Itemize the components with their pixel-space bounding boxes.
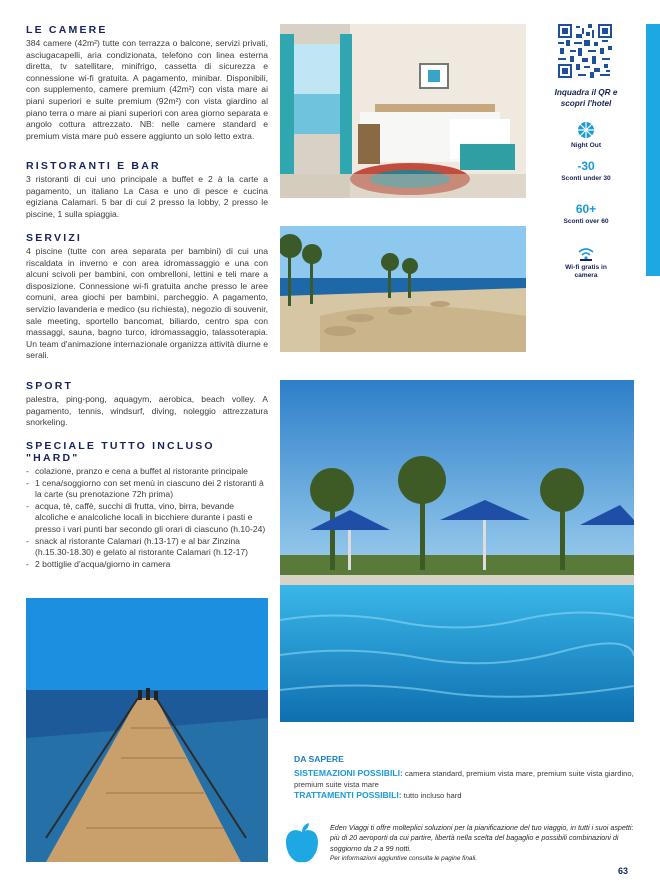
- room-photo: [280, 24, 526, 198]
- section-title: SPECIALE TUTTO INCLUSO "HARD": [26, 440, 215, 464]
- wifi-icon: [577, 246, 595, 262]
- badge-label: Sconti over 60: [563, 218, 609, 225]
- badge-label: Wi-fi gratis in camera: [565, 264, 607, 279]
- night-out-icon: [576, 120, 596, 140]
- page-number: 63: [618, 866, 629, 876]
- trattamenti-value: tutto incluso hard: [403, 791, 462, 800]
- sistemazioni-line: [294, 768, 638, 790]
- list-item: - 2 bottiglie d'acqua/giorno in camera: [26, 559, 268, 571]
- section-incluso: [26, 440, 268, 570]
- section-sport: [26, 380, 268, 429]
- pier-photo: [26, 598, 268, 862]
- section-ristoranti: [26, 160, 268, 220]
- badge-wifi: [556, 246, 616, 279]
- sistemazioni-value: camera standard, premium vista mare, premium suite vista giardino, premium suite vista mare: [294, 769, 634, 789]
- sidebar-tab: [646, 24, 660, 276]
- badge-under-30: [556, 160, 616, 183]
- section-text: 3 ristoranti di cui uno principale a buffet e 2 à la carte a pagamento, un italiano La Casa e uno di pesce e cucina egiziana Calamari. 5 bar di cui 2 presso la lobby, 2 presso le piscine, 1 sulla spiaggia.: [26, 174, 268, 219]
- qr-code[interactable]: [558, 24, 612, 78]
- section-camere: [26, 24, 268, 142]
- list-item: - 1 cena/soggiorno con set menù in ciascuno dei 2 ristoranti à la carte (su prenotazione 72h prima): [26, 478, 268, 501]
- eden-info: [330, 823, 638, 865]
- section-text: 4 piscine (tutte con area separata per bambini) di cui una riscaldata in inverno e con area idromassaggio e una con alcuni scivoli per bambini, con ombrelloni, lettini e teli mare a disposizione. Connessione wi-fi gratuita anche presso le aree comuni, area giochi per bambini, parcheggio. A pagamento, servizio lavanderia e medico (su richiesta), negozio di souvenir, sale meeting, sportello bancomat, biliardo, centro spa con massaggi, sauna, bagno turco, idromassaggio, talassoterapia. Un team d'animazione internazionale organizza attività diurne e serali.: [26, 246, 268, 361]
- badge-label: Night Out: [570, 142, 602, 149]
- apple-logo-icon: [282, 822, 322, 866]
- section-text: 384 camere (42m²) tutte con terrazza o balcone, servizi privati, asciugacapelli, aria condizionata, telefono con linea esterna diretta, tv satellitare, minifrigo, cassetta di sicurezza e connessione wi-fi gratuita. A pagamento, minibar. Disponibili, con supplemento, camere premium (42m²) con vista mare ai piani superiori e suite premium (92m²) con vista giardino al piano terra o mare ai piani superiori con area giorno separata e angolo cottura attrezzato. NB: nelle camere standard e premium vista mare può essere aggiunto un solo letto extra.: [26, 38, 268, 141]
- section-servizi: [26, 232, 268, 362]
- list-item: - snack al ristorante Calamari (h.13-17) e al bar Zinzina (h.15.30-18.30) e gelato al ristorante Calamari (h.12-17): [26, 536, 268, 559]
- list-item: - colazione, pranzo e cena a buffet al ristorante principale: [26, 466, 268, 478]
- badge-label: Sconti under 30: [561, 175, 611, 182]
- da-sapere-title: DA SAPERE: [294, 754, 344, 764]
- under-30-icon: -30: [577, 159, 595, 173]
- eden-text: Eden Viaggi ti offre molteplici soluzioni per la pianificazione del tuo viaggio, in tutti i suoi aspetti: più di 20 aeroporti da cui partire, libertà nella scelta del bagaglio e possibili combinazioni di soggiorno da 2 a 99 notti.: [330, 823, 634, 853]
- section-title: RISTORANTI E BAR: [26, 160, 161, 172]
- incluso-list: [26, 466, 268, 570]
- section-text: palestra, ping-pong, aquagym, aerobica, beach volley. A pagamento, tennis, windsurf, diving, noleggio attrezzatura snorkeling.: [26, 394, 268, 428]
- badge-over-60: [556, 203, 616, 226]
- section-title: SERVIZI: [26, 232, 83, 244]
- list-item: - acqua, tè, caffè, succhi di frutta, vino, birra, bevande alcoliche e analcoliche locali in bicchiere durante i pasti e presso i vari punti bar secondo gli orari di ciascuno (h.10-24): [26, 501, 268, 536]
- qr-caption: Inquadra il QR e scopri l'hotel: [554, 88, 618, 108]
- trattamenti-label: TRATTAMENTI POSSIBILI:: [294, 790, 402, 800]
- beach-photo: [280, 226, 526, 352]
- pool-photo: [280, 380, 634, 722]
- trattamenti-line: [294, 790, 638, 802]
- badge-night-out: [556, 120, 616, 150]
- sistemazioni-label: SISTEMAZIONI POSSIBILI:: [294, 768, 403, 778]
- section-title: SPORT: [26, 380, 74, 392]
- eden-note: Per informazioni aggiuntive consulta le pagine finali.: [330, 855, 478, 863]
- over-60-icon: 60+: [575, 202, 597, 216]
- da-sapere-box: [294, 754, 638, 802]
- section-title: LE CAMERE: [26, 24, 108, 36]
